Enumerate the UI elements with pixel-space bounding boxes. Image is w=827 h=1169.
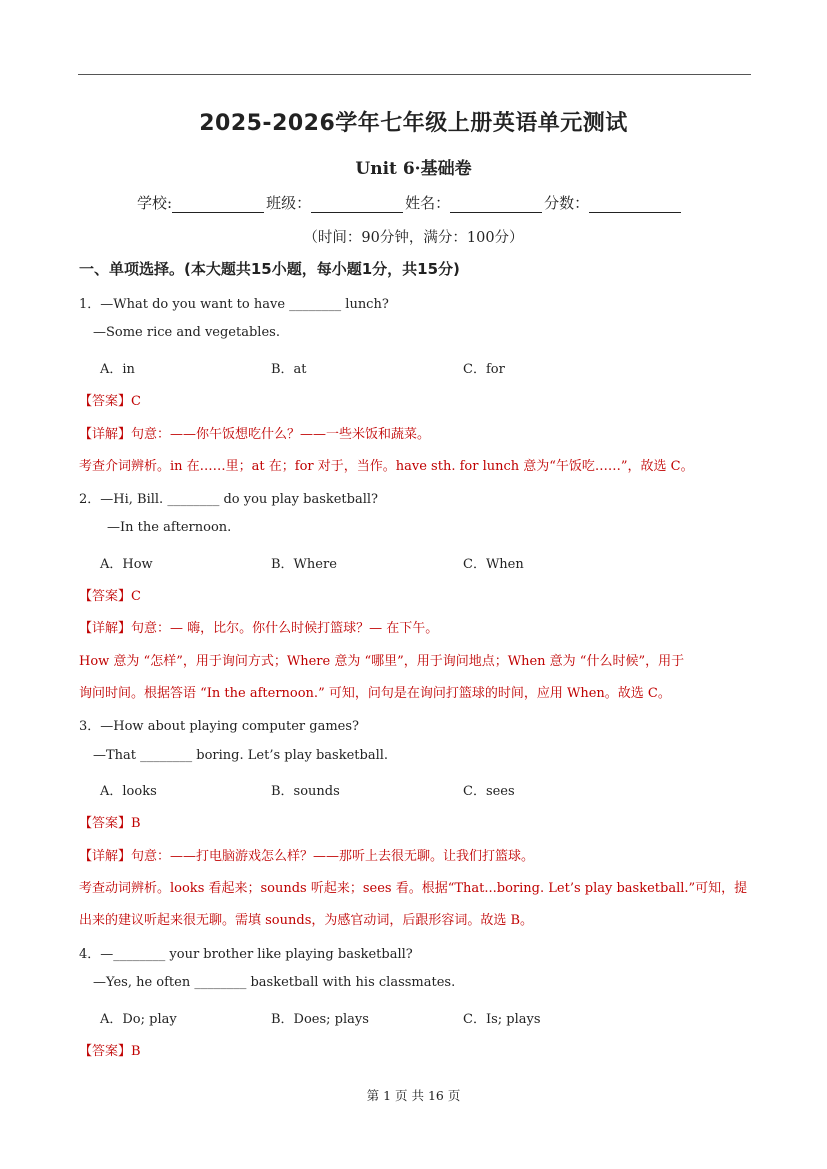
question-3-reply: —That ________ boring. Let’s play basketball. — [93, 748, 389, 763]
question-1-stem: 1．—What do you want to have ________ lunch? — [79, 297, 389, 312]
question-3-explanation-line-1: 考查动词辨析。looks 看起来；sounds 听起来；sees 看。根据“That...boring. Let’s play basketball.”可知，提 — [79, 881, 748, 896]
question-3-option-b: B．sounds — [271, 784, 340, 799]
question-4-stem: 4．—________ your brother like playing basketball? — [79, 947, 413, 962]
school-blank[interactable] — [172, 198, 264, 213]
question-2-detail: 【详解】句意：— 嗨，比尔。你什么时候打篮球？— 在下午。 — [79, 621, 439, 636]
question-3-answer: 【答案】B — [79, 816, 141, 831]
question-4-answer: 【答案】B — [79, 1044, 141, 1059]
question-2-reply: —In the afternoon. — [107, 520, 232, 535]
class-blank[interactable] — [311, 198, 403, 213]
question-2-answer: 【答案】C — [79, 589, 141, 604]
question-2-explanation-line-1: How 意为 “怎样”，用于询问方式；Where 意为 “哪里”，用于询问地点；When 意为 “什么时候”，用于 — [79, 654, 685, 669]
question-3-option-c: C．sees — [463, 784, 515, 799]
page-title: 2025-2026学年七年级上册英语单元测试 — [199, 111, 628, 136]
question-2-explanation-line-2: 询问时间。根据答语 “In the afternoon.” 可知，问句是在询问打篮球的时间，应用 When。故选 C。 — [79, 686, 671, 701]
class-label: 班级： — [266, 194, 312, 212]
student-info-line — [137, 192, 683, 213]
exam-time: （时间：90分钟，满分：100分） — [303, 230, 524, 246]
question-1-reply: —Some rice and vegetables. — [93, 325, 280, 340]
name-blank[interactable] — [450, 198, 542, 213]
question-1-option-b: B．at — [271, 362, 307, 377]
page-subtitle: Unit 6·基础卷 — [355, 159, 472, 179]
question-3-detail: 【详解】句意：——打电脑游戏怎么样？——那听上去很无聊。让我们打篮球。 — [79, 849, 535, 864]
name-label: 姓名： — [405, 194, 451, 212]
question-4-option-b: B．Does; plays — [271, 1012, 369, 1027]
question-2-stem: 2．—Hi, Bill. ________ do you play basketball? — [79, 492, 379, 507]
question-4-reply: —Yes, he often ________ basketball with his classmates. — [93, 975, 456, 990]
question-1-answer: 【答案】C — [79, 394, 141, 409]
question-1-detail: 【详解】句意：——你午饭想吃什么？——一些米饭和蔬菜。 — [79, 427, 431, 442]
question-1-option-c: C．for — [463, 362, 505, 377]
question-3-explanation-line-2: 出来的建议听起来很无聊。需填 sounds，为感官动词，后跟形容词。故选 B。 — [79, 913, 534, 928]
question-1-explanation: 考查介词辨析。in 在……里；at 在；for 对于，当作。have sth. for lunch 意为“午饭吃……”，故选 C。 — [79, 459, 694, 474]
question-3-stem: 3．—How about playing computer games? — [79, 719, 360, 734]
question-4-option-a: A．Do; play — [100, 1012, 177, 1027]
header-rule — [78, 74, 751, 75]
score-label: 分数： — [544, 194, 590, 212]
score-blank[interactable] — [589, 198, 681, 213]
question-4-option-c: C．Is; plays — [463, 1012, 541, 1027]
section-title: 一、单项选择。(本大题共15小题，每小题1分，共15分) — [79, 260, 460, 278]
question-2-option-c: C．When — [463, 557, 524, 572]
school-label: 学校: — [137, 194, 173, 212]
question-2-option-b: B．Where — [271, 557, 337, 572]
page-footer: 第 1 页 共 16 页 — [366, 1088, 461, 1103]
question-1-option-a: A．in — [100, 362, 135, 377]
question-3-option-a: A．looks — [100, 784, 157, 799]
question-2-option-a: A．How — [100, 557, 153, 572]
